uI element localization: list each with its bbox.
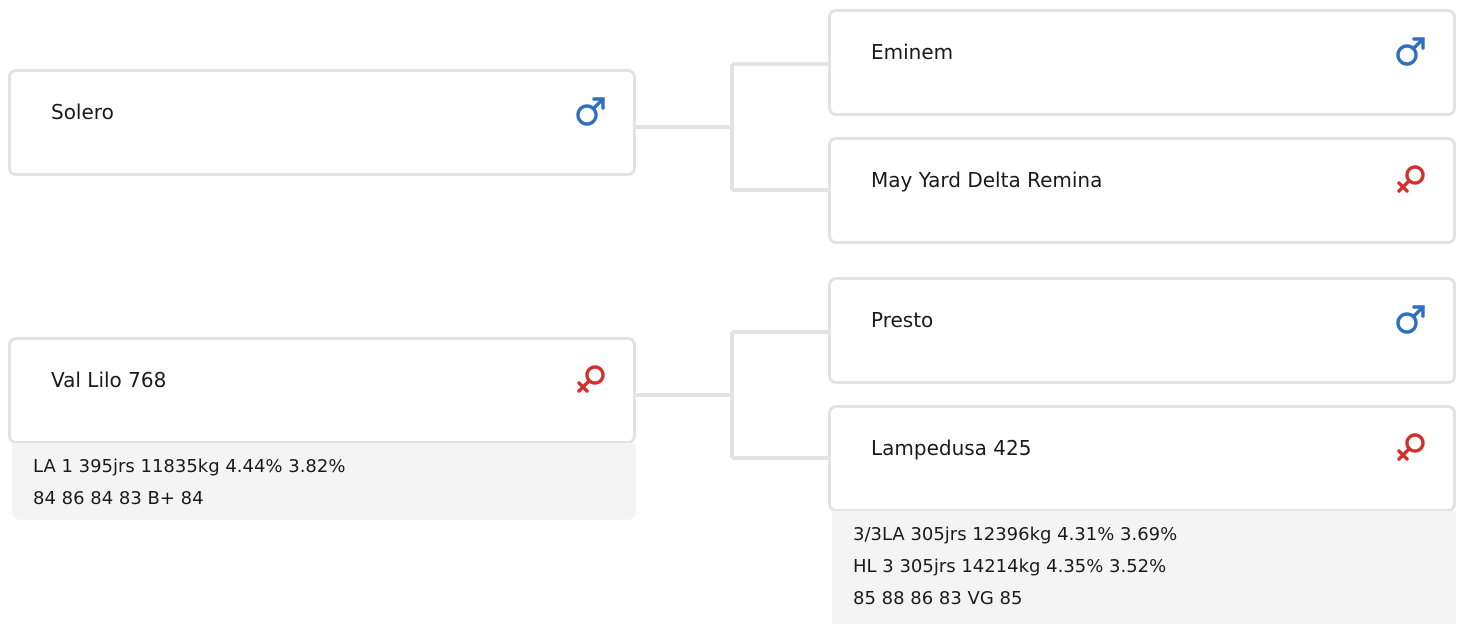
dam-sire-name: Presto: [871, 308, 934, 332]
dam-card[interactable]: [8, 337, 636, 444]
sire-name: Solero: [51, 100, 114, 124]
female-icon: [573, 361, 609, 397]
sire-sire-name: Eminem: [871, 40, 954, 64]
sire-dam-name: May Yard Delta Remina: [871, 168, 1103, 192]
dam-performance: [12, 443, 636, 520]
female-icon: [1393, 161, 1429, 197]
dam-dam-card[interactable]: [828, 405, 1456, 512]
male-icon: [1393, 33, 1429, 69]
male-icon: [1393, 301, 1429, 337]
dam-name: Val Lilo 768: [51, 368, 167, 392]
dam-dam-name: Lampedusa 425: [871, 436, 1032, 460]
sire-sire-card[interactable]: [828, 9, 1456, 116]
dam-dam-performance: [832, 511, 1456, 624]
male-icon: [573, 93, 609, 129]
sire-dam-card[interactable]: [828, 137, 1456, 244]
sire-card[interactable]: [8, 69, 636, 176]
performance-line: 85 88 86 83 VG 85: [853, 588, 1023, 609]
dam-sire-card[interactable]: [828, 277, 1456, 384]
performance-line: 84 86 84 83 B+ 84: [33, 488, 204, 509]
female-icon: [1393, 429, 1429, 465]
performance-line: HL 3 305jrs 14214kg 4.35% 3.52%: [853, 556, 1167, 577]
performance-line: LA 1 395jrs 11835kg 4.44% 3.82%: [33, 456, 346, 477]
performance-line: 3/3LA 305jrs 12396kg 4.31% 3.69%: [853, 524, 1178, 545]
